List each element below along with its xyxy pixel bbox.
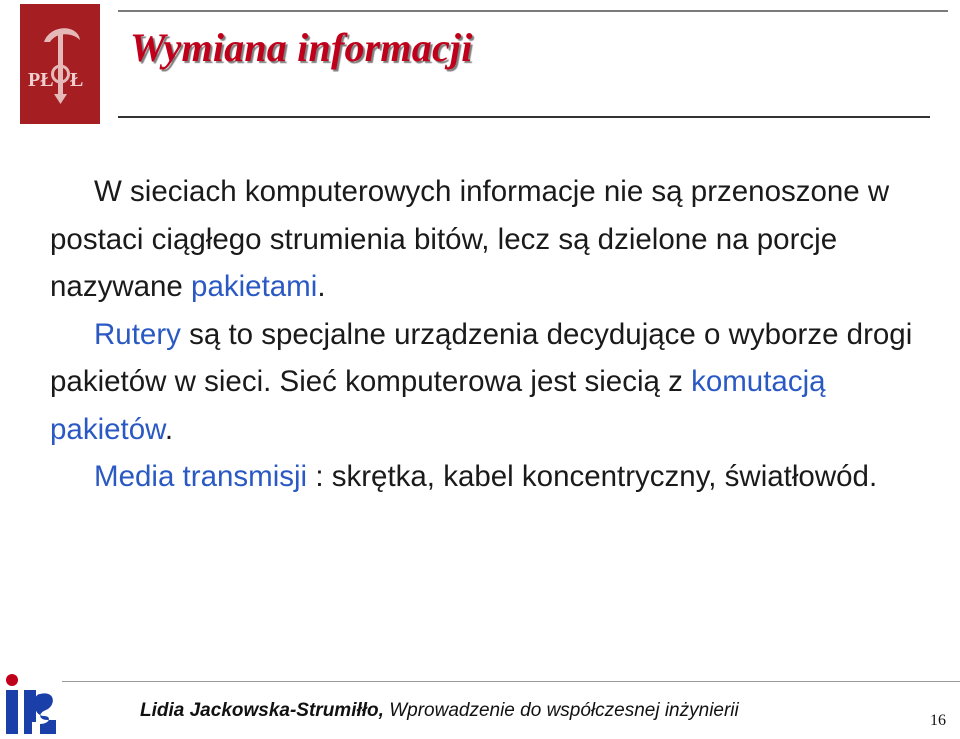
paragraph-1-end: . — [317, 270, 326, 303]
paragraph-2-end: . — [164, 412, 174, 446]
logo-letters: PŁ — [28, 69, 54, 91]
header-rule-top — [118, 10, 948, 12]
footer-text — [140, 700, 739, 722]
term-pakietami: pakietami — [191, 270, 318, 303]
footer-course: Wprowadzenie do współczesnej inżynierii — [383, 700, 739, 721]
ils-logo-icon — [2, 672, 58, 738]
university-logo-icon — [20, 4, 100, 124]
paragraph-2-text: są to specjalne urządzenia decydujące o wyborze drogi pakietów w sieci. Sieć komputerowa jest siecią z — [50, 317, 913, 398]
page-number: 16 — [930, 712, 946, 729]
term-rutery: Rutery — [94, 317, 181, 351]
paragraph-1 — [50, 168, 950, 311]
paragraph-2 — [50, 311, 950, 454]
slide-title: Wymiana informacji — [130, 25, 473, 70]
term-media-transmisji: Media transmisji — [94, 460, 308, 493]
svg-text:Ł: Ł — [70, 69, 84, 91]
footer-author: Lidia Jackowska-Strumiłło, — [140, 700, 384, 721]
footer-rule — [62, 681, 960, 682]
paragraph-3 — [50, 453, 950, 501]
header-rule — [118, 116, 930, 118]
slide-content — [50, 168, 950, 501]
term-komutacja-pakietow: komutacją pakietów — [50, 365, 826, 446]
paragraph-1-text: W sieciach komputerowych informacje nie są przenoszone w postaci ciągłego strumienia bitów, lecz są dzielone na porcje nazywane — [50, 175, 890, 303]
paragraph-3-text: : skrętka, kabel koncentryczny, światłowód. — [307, 460, 878, 493]
